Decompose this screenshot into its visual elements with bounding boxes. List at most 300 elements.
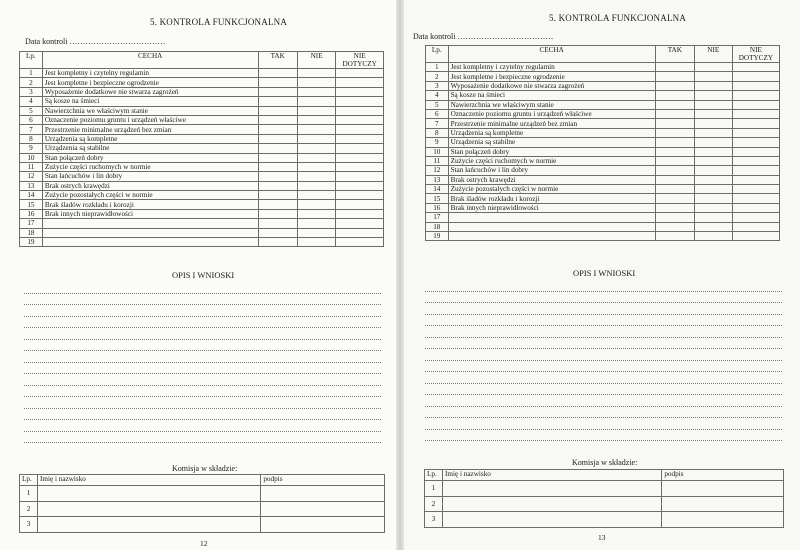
row-label <box>448 232 655 241</box>
row-number: 14 <box>426 185 449 194</box>
note-line[interactable] <box>24 317 381 329</box>
opis-title-left: OPIS I WNIOSKI <box>172 270 235 280</box>
nie-dotyczy-cell[interactable] <box>336 191 384 200</box>
tak-cell[interactable] <box>258 125 297 134</box>
komisja-name-cell[interactable] <box>442 496 661 512</box>
row-label: Stan łańcuchów i lin dobry <box>448 166 655 175</box>
row-number: 4 <box>426 91 449 100</box>
nie-cell[interactable] <box>694 72 732 81</box>
tak-cell[interactable] <box>258 69 297 78</box>
komisja-name-cell[interactable] <box>442 512 661 528</box>
notes-lines-right <box>425 280 782 441</box>
tak-cell[interactable] <box>655 119 694 128</box>
checklist-row <box>426 81 780 90</box>
row-label: Stan połączeń dobry <box>448 147 655 156</box>
checklist-table-right <box>425 45 780 241</box>
row-number: 5 <box>426 100 449 109</box>
nie-dotyczy-cell[interactable] <box>732 63 779 72</box>
nie-cell[interactable] <box>297 144 335 153</box>
note-line[interactable] <box>425 349 782 361</box>
row-number: 8 <box>20 134 43 143</box>
nie-cell[interactable] <box>297 238 335 247</box>
note-line[interactable] <box>24 328 381 340</box>
komisja-sign-cell[interactable] <box>261 486 385 502</box>
tak-cell[interactable] <box>655 72 694 81</box>
checklist-row <box>20 153 384 162</box>
nie-dotyczy-cell[interactable] <box>336 97 384 106</box>
note-line[interactable] <box>425 338 782 350</box>
nie-dotyczy-cell[interactable] <box>336 162 384 171</box>
tak-cell[interactable] <box>655 63 694 72</box>
row-number: 14 <box>20 191 43 200</box>
row-number: 11 <box>20 162 43 171</box>
row-label: Jest kompletne i bezpieczne ogrodzenie <box>42 78 258 87</box>
form-title-right: 5. KONTROLA FUNKCJONALNA <box>549 13 687 23</box>
checklist-row <box>426 166 780 175</box>
note-line[interactable] <box>24 432 381 444</box>
checklist-row <box>20 115 384 124</box>
nie-cell[interactable] <box>694 119 732 128</box>
komisja-header-name: Imię i nazwisko <box>442 470 661 481</box>
nie-dotyczy-cell[interactable] <box>336 200 384 209</box>
note-line[interactable] <box>425 430 782 442</box>
nie-cell[interactable] <box>694 147 732 156</box>
nie-dotyczy-cell[interactable] <box>336 228 384 237</box>
checklist-row <box>426 222 780 231</box>
tak-cell[interactable] <box>258 144 297 153</box>
header-nie-dotyczy: NIE DOTYCZY <box>732 46 779 63</box>
tak-cell[interactable] <box>655 194 694 203</box>
checklist-row <box>20 69 384 78</box>
row-number: 18 <box>20 228 43 237</box>
nie-cell[interactable] <box>297 97 335 106</box>
nie-cell[interactable] <box>694 109 732 118</box>
header-lp: Lp. <box>20 52 43 69</box>
nie-dotyczy-cell[interactable] <box>336 125 384 134</box>
checklist-row <box>20 238 384 247</box>
note-line[interactable] <box>425 361 782 373</box>
row-label: Zużycie pozostałych części w normie <box>448 185 655 194</box>
nie-cell[interactable] <box>694 156 732 165</box>
tak-cell[interactable] <box>258 134 297 143</box>
tak-cell[interactable] <box>258 172 297 181</box>
nie-cell[interactable] <box>297 228 335 237</box>
note-line[interactable] <box>24 386 381 398</box>
row-number: 17 <box>20 219 43 228</box>
row-label: Wyposażenie dodatkowe nie stwarza zagrożeń <box>448 81 655 90</box>
komisja-row <box>425 481 784 497</box>
komisja-row-number: 1 <box>425 481 443 497</box>
note-line[interactable] <box>425 292 782 304</box>
komisja-row <box>20 486 385 502</box>
header-tak: TAK <box>655 46 694 63</box>
tak-cell[interactable] <box>655 138 694 147</box>
nie-cell[interactable] <box>297 191 335 200</box>
row-number: 15 <box>20 200 43 209</box>
tak-cell[interactable] <box>258 219 297 228</box>
checklist-row <box>426 175 780 184</box>
row-label: Zużycie części ruchomych w normie <box>448 156 655 165</box>
checklist-row <box>20 97 384 106</box>
nie-dotyczy-cell[interactable] <box>336 115 384 124</box>
tak-cell[interactable] <box>655 175 694 184</box>
nie-dotyczy-cell[interactable] <box>336 87 384 96</box>
row-label <box>42 228 258 237</box>
row-number: 16 <box>426 203 449 212</box>
tak-cell[interactable] <box>258 191 297 200</box>
nie-cell[interactable] <box>694 222 732 231</box>
komisja-table-right <box>424 469 784 528</box>
header-nie-dotyczy: NIE DOTYCZY <box>336 52 384 69</box>
note-line[interactable] <box>24 363 381 375</box>
header-lp: Lp. <box>426 46 449 63</box>
tak-cell[interactable] <box>258 238 297 247</box>
nie-dotyczy-cell[interactable] <box>336 172 384 181</box>
nie-dotyczy-cell[interactable] <box>732 222 779 231</box>
nie-cell[interactable] <box>297 134 335 143</box>
komisja-header-sign: podpis <box>261 475 385 486</box>
row-label: Urządzenia są kompletne <box>42 134 258 143</box>
nie-cell[interactable] <box>297 78 335 87</box>
checklist-row <box>20 200 384 209</box>
checklist-row <box>20 191 384 200</box>
komisja-sign-cell[interactable] <box>662 481 784 497</box>
note-line[interactable] <box>425 395 782 407</box>
row-label: Brak ostrych krawędzi <box>448 175 655 184</box>
row-number: 6 <box>426 109 449 118</box>
nie-dotyczy-cell[interactable] <box>336 78 384 87</box>
tak-cell[interactable] <box>258 97 297 106</box>
form-title-left: 5. KONTROLA FUNKCJONALNA <box>150 17 288 27</box>
tak-cell[interactable] <box>655 185 694 194</box>
row-number: 15 <box>426 194 449 203</box>
row-number: 9 <box>426 138 449 147</box>
row-label <box>42 238 258 247</box>
row-label: Jest kompletny i czytelny regulamin <box>42 69 258 78</box>
nie-cell[interactable] <box>297 87 335 96</box>
nie-dotyczy-cell[interactable] <box>336 144 384 153</box>
nie-cell[interactable] <box>694 63 732 72</box>
nie-cell[interactable] <box>297 69 335 78</box>
nie-dotyczy-cell[interactable] <box>732 175 779 184</box>
opis-title-right: OPIS I WNIOSKI <box>573 268 636 278</box>
note-line[interactable] <box>24 282 381 294</box>
row-label: Zużycie części ruchomych w normie <box>42 162 258 171</box>
row-number: 2 <box>426 72 449 81</box>
row-number: 3 <box>20 87 43 96</box>
note-line[interactable] <box>24 305 381 317</box>
komisja-row-number: 2 <box>425 496 443 512</box>
komisja-name-cell[interactable] <box>37 486 260 502</box>
row-label: Brak ostrych krawędzi <box>42 181 258 190</box>
komisja-title-left: Komisja w składzie: <box>172 464 238 473</box>
row-label: Jest kompletne i bezpieczne ogrodzenie <box>448 72 655 81</box>
nie-cell[interactable] <box>297 115 335 124</box>
nie-cell[interactable] <box>694 128 732 137</box>
komisja-name-cell[interactable] <box>37 501 260 517</box>
komisja-header-sign: podpis <box>662 470 784 481</box>
nie-cell[interactable] <box>694 166 732 175</box>
note-line[interactable] <box>24 294 381 306</box>
row-label: Zużycie pozostałych części w normie <box>42 191 258 200</box>
komisja-header-name: Imię i nazwisko <box>37 475 260 486</box>
tak-cell[interactable] <box>258 162 297 171</box>
checklist-row <box>20 134 384 143</box>
nie-dotyczy-cell[interactable] <box>732 232 779 241</box>
komisja-title-right: Komisja w składzie: <box>572 458 638 467</box>
checklist-row <box>426 138 780 147</box>
nie-cell[interactable] <box>297 181 335 190</box>
row-number: 13 <box>426 175 449 184</box>
nie-dotyczy-cell[interactable] <box>732 147 779 156</box>
nie-cell[interactable] <box>694 185 732 194</box>
tak-cell[interactable] <box>655 128 694 137</box>
row-number: 7 <box>20 125 43 134</box>
row-label: Nawierzchnia we właściwym stanie <box>42 106 258 115</box>
tak-cell[interactable] <box>258 78 297 87</box>
tak-cell[interactable] <box>655 109 694 118</box>
row-label: Są kosze na śmieci <box>448 91 655 100</box>
checklist-row <box>20 144 384 153</box>
row-label <box>448 222 655 231</box>
row-label: Nawierzchnia we właściwym stanie <box>448 100 655 109</box>
checklist-row <box>20 228 384 237</box>
komisja-table-left <box>19 474 385 533</box>
row-number: 9 <box>20 144 43 153</box>
nie-cell[interactable] <box>297 106 335 115</box>
nie-dotyczy-cell[interactable] <box>336 106 384 115</box>
row-label: Są kosze na śmieci <box>42 97 258 106</box>
nie-dotyczy-cell[interactable] <box>336 153 384 162</box>
note-line[interactable] <box>24 420 381 432</box>
checklist-row <box>20 209 384 218</box>
komisja-header-lp: Lp. <box>20 475 38 486</box>
note-line[interactable] <box>24 374 381 386</box>
row-number: 13 <box>20 181 43 190</box>
nie-dotyczy-cell[interactable] <box>732 213 779 222</box>
row-label: Urządzenia są kompletne <box>448 128 655 137</box>
row-label: Stan połączeń dobry <box>42 153 258 162</box>
komisja-sign-cell[interactable] <box>662 496 784 512</box>
komisja-row <box>425 496 784 512</box>
row-number: 16 <box>20 209 43 218</box>
komisja-row <box>20 517 385 533</box>
note-line[interactable] <box>425 372 782 384</box>
tak-cell[interactable] <box>655 166 694 175</box>
page-number-left: 12 <box>200 539 208 548</box>
tak-cell[interactable] <box>258 200 297 209</box>
row-number: 2 <box>20 78 43 87</box>
row-number: 3 <box>426 81 449 90</box>
row-label: Urządzenia są stabilne <box>448 138 655 147</box>
tak-cell[interactable] <box>655 156 694 165</box>
nie-dotyczy-cell[interactable] <box>732 138 779 147</box>
note-line[interactable] <box>425 418 782 430</box>
row-label: Jest kompletny i czytelny regulamin <box>448 63 655 72</box>
row-label: Wyposażenie dodatkowe nie stwarza zagrożeń <box>42 87 258 96</box>
note-line[interactable] <box>425 315 782 327</box>
note-line[interactable] <box>425 280 782 292</box>
nie-cell[interactable] <box>694 175 732 184</box>
row-label: Brak śladów rozkładu i korozji <box>448 194 655 203</box>
date-field-right: Data kontroli ……………………………… <box>413 32 554 41</box>
nie-dotyczy-cell[interactable] <box>732 128 779 137</box>
row-label: Oznaczenie poziomu gruntu i urządzeń właściwe <box>42 115 258 124</box>
tak-cell[interactable] <box>258 209 297 218</box>
row-label: Brak śladów rozkładu i korozji <box>42 200 258 209</box>
header-nie: NIE <box>297 52 335 69</box>
header-cecha: CECHA <box>42 52 258 69</box>
komisja-row-number: 3 <box>425 512 443 528</box>
nie-dotyczy-cell[interactable] <box>336 69 384 78</box>
komisja-name-cell[interactable] <box>442 481 661 497</box>
nie-dotyczy-cell[interactable] <box>732 81 779 90</box>
tak-cell[interactable] <box>258 87 297 96</box>
checklist-row <box>20 172 384 181</box>
checklist-row <box>426 194 780 203</box>
tak-cell[interactable] <box>655 222 694 231</box>
komisja-row <box>425 512 784 528</box>
tak-cell[interactable] <box>655 91 694 100</box>
row-label <box>448 213 655 222</box>
checklist-row <box>426 72 780 81</box>
checklist-table-left <box>19 51 384 247</box>
date-field-left: Data kontroli ……………………………… <box>25 37 166 46</box>
komisja-sign-cell[interactable] <box>662 512 784 528</box>
tak-cell[interactable] <box>655 232 694 241</box>
tak-cell[interactable] <box>655 203 694 212</box>
nie-dotyczy-cell[interactable] <box>732 91 779 100</box>
nie-dotyczy-cell[interactable] <box>732 119 779 128</box>
note-line[interactable] <box>24 409 381 421</box>
book-gutter <box>396 0 404 550</box>
checklist-row <box>426 109 780 118</box>
header-nie: NIE <box>694 46 732 63</box>
nie-cell[interactable] <box>297 209 335 218</box>
tak-cell[interactable] <box>258 106 297 115</box>
nie-cell[interactable] <box>694 138 732 147</box>
nie-cell[interactable] <box>694 91 732 100</box>
nie-cell[interactable] <box>297 219 335 228</box>
checklist-row <box>426 156 780 165</box>
nie-dotyczy-cell[interactable] <box>336 238 384 247</box>
row-label: Oznaczenie poziomu gruntu i urządzeń właściwe <box>448 109 655 118</box>
checklist-row <box>426 100 780 109</box>
tak-cell[interactable] <box>655 213 694 222</box>
row-label: Brak innych nieprawidłowości <box>448 203 655 212</box>
nie-dotyczy-cell[interactable] <box>732 185 779 194</box>
tak-cell[interactable] <box>655 100 694 109</box>
nie-dotyczy-cell[interactable] <box>732 100 779 109</box>
tak-cell[interactable] <box>258 228 297 237</box>
note-line[interactable] <box>425 303 782 315</box>
nie-dotyczy-cell[interactable] <box>732 109 779 118</box>
note-line[interactable] <box>24 351 381 363</box>
nie-cell[interactable] <box>297 162 335 171</box>
row-number: 10 <box>426 147 449 156</box>
nie-cell[interactable] <box>694 100 732 109</box>
row-number: 10 <box>20 153 43 162</box>
checklist-row <box>20 78 384 87</box>
checklist-row <box>20 87 384 96</box>
tak-cell[interactable] <box>258 181 297 190</box>
tak-cell[interactable] <box>258 115 297 124</box>
nie-dotyczy-cell[interactable] <box>336 134 384 143</box>
komisja-row-number: 2 <box>20 501 38 517</box>
row-number: 19 <box>426 232 449 241</box>
nie-cell[interactable] <box>694 203 732 212</box>
nie-cell[interactable] <box>694 213 732 222</box>
row-number: 17 <box>426 213 449 222</box>
note-line[interactable] <box>425 326 782 338</box>
nie-dotyczy-cell[interactable] <box>732 72 779 81</box>
row-label: Urządzenia są stabilne <box>42 144 258 153</box>
row-number: 12 <box>426 166 449 175</box>
nie-dotyczy-cell[interactable] <box>336 219 384 228</box>
nie-cell[interactable] <box>694 232 732 241</box>
row-number: 4 <box>20 97 43 106</box>
komisja-sign-cell[interactable] <box>261 517 385 533</box>
checklist-row <box>20 106 384 115</box>
checklist-row <box>20 219 384 228</box>
note-line[interactable] <box>24 397 381 409</box>
tak-cell[interactable] <box>655 147 694 156</box>
nie-cell[interactable] <box>297 153 335 162</box>
page-number-right: 13 <box>598 533 606 542</box>
komisja-name-cell[interactable] <box>37 517 260 533</box>
note-line[interactable] <box>24 340 381 352</box>
nie-cell[interactable] <box>297 172 335 181</box>
checklist-row <box>426 203 780 212</box>
row-label: Przestrzenie minimalne urządzeń bez zmian <box>42 125 258 134</box>
row-number: 6 <box>20 115 43 124</box>
row-number: 5 <box>20 106 43 115</box>
row-number: 12 <box>20 172 43 181</box>
note-line[interactable] <box>425 384 782 396</box>
nie-dotyczy-cell[interactable] <box>732 203 779 212</box>
nie-dotyczy-cell[interactable] <box>336 181 384 190</box>
row-label: Stan łańcuchów i lin dobry <box>42 172 258 181</box>
tak-cell[interactable] <box>655 81 694 90</box>
nie-cell[interactable] <box>297 125 335 134</box>
nie-cell[interactable] <box>297 200 335 209</box>
checklist-row <box>426 213 780 222</box>
komisja-sign-cell[interactable] <box>261 501 385 517</box>
checklist-row <box>426 128 780 137</box>
row-number: 19 <box>20 238 43 247</box>
komisja-row <box>20 501 385 517</box>
checklist-row <box>20 125 384 134</box>
row-number: 1 <box>426 63 449 72</box>
checklist-row <box>426 119 780 128</box>
nie-cell[interactable] <box>694 194 732 203</box>
nie-cell[interactable] <box>694 81 732 90</box>
nie-dotyczy-cell[interactable] <box>732 156 779 165</box>
nie-dotyczy-cell[interactable] <box>336 209 384 218</box>
tak-cell[interactable] <box>258 153 297 162</box>
nie-dotyczy-cell[interactable] <box>732 166 779 175</box>
komisja-header-lp: Lp. <box>425 470 443 481</box>
row-number: 7 <box>426 119 449 128</box>
checklist-row <box>20 162 384 171</box>
header-tak: TAK <box>258 52 297 69</box>
row-label: Brak innych nieprawidłowości <box>42 209 258 218</box>
checklist-row <box>426 232 780 241</box>
notes-lines-left <box>24 282 381 443</box>
nie-dotyczy-cell[interactable] <box>732 194 779 203</box>
note-line[interactable] <box>425 407 782 419</box>
row-number: 18 <box>426 222 449 231</box>
